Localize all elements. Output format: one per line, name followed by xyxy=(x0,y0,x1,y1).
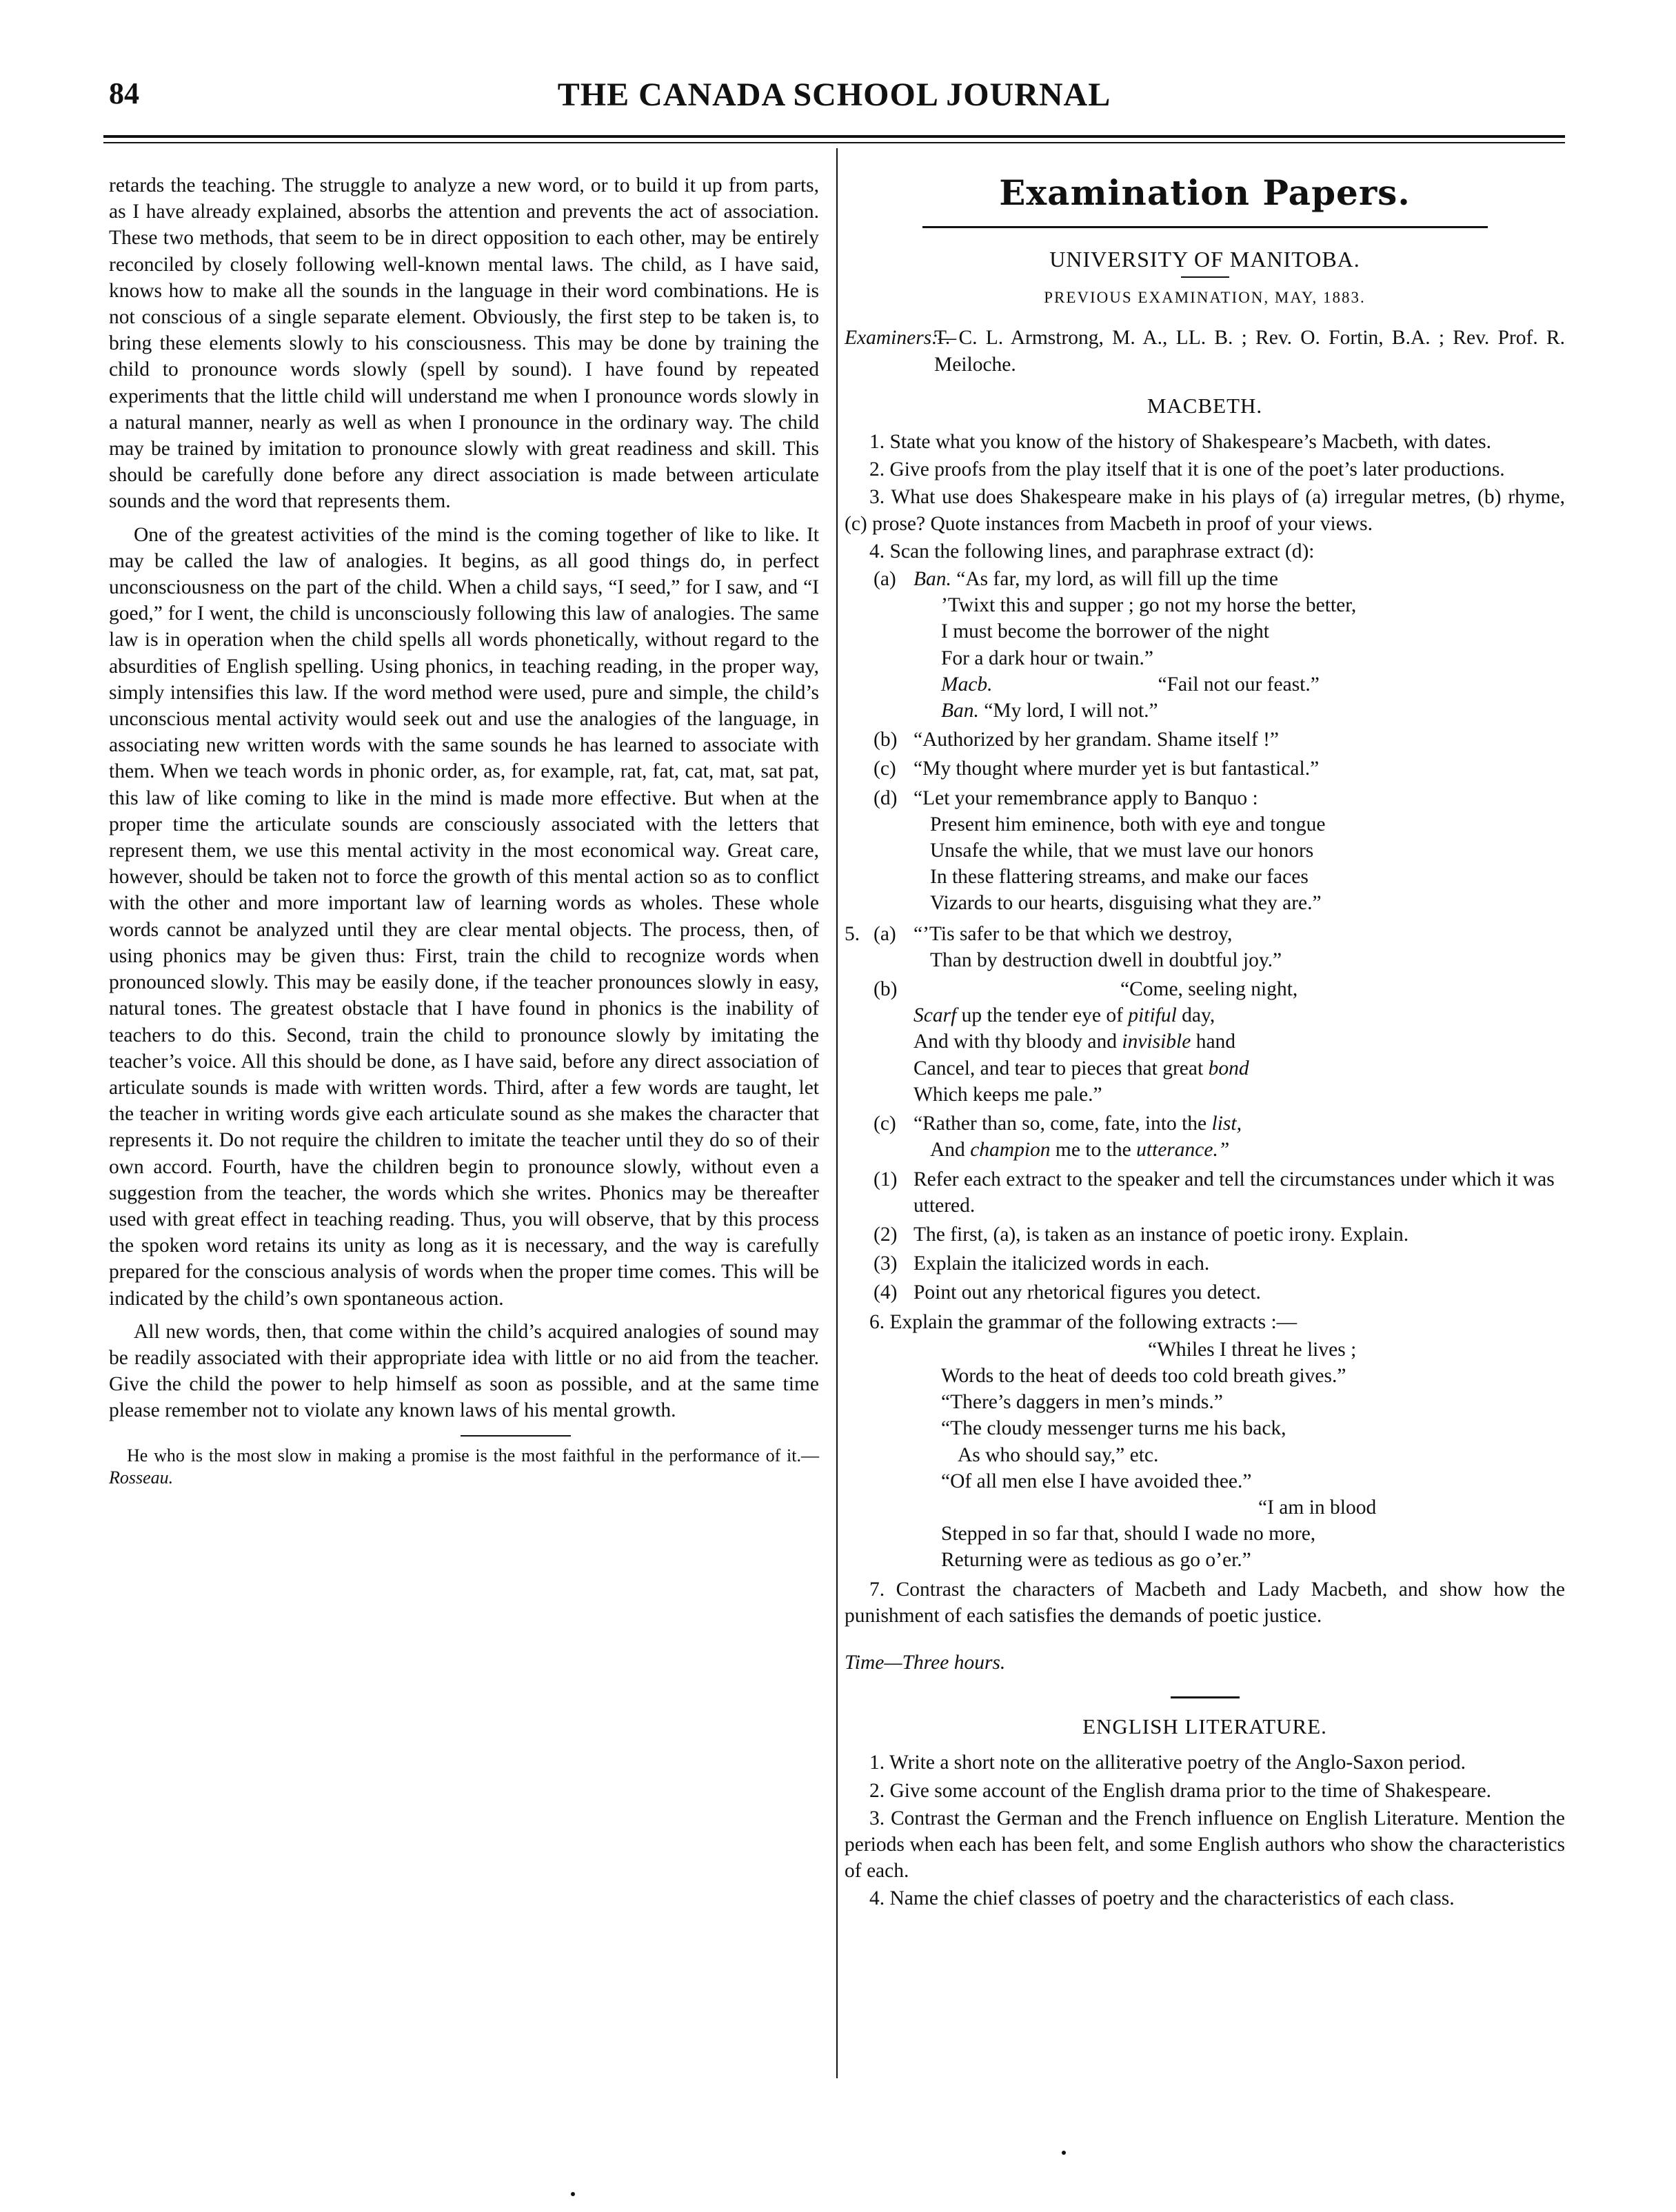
verse-text: And xyxy=(930,1139,971,1161)
verse-line: Than by destruction dwell in doubtful joy.” xyxy=(930,948,1282,971)
verse-text: “My lord, I will not.” xyxy=(984,700,1158,722)
extract-5c xyxy=(845,1110,1565,1163)
journal-title: THE CANADA SCHOOL JOURNAL xyxy=(557,77,1111,113)
extract-marker: (c) xyxy=(874,1113,896,1135)
sub-question xyxy=(845,1279,1565,1306)
verse-line: Returning were as tedious as go o’er.” xyxy=(941,1549,1251,1572)
header-rule xyxy=(103,135,1565,138)
sub-question-text: Refer each extract to the speaker and tell the circumstances under which it was uttered. xyxy=(913,1168,1555,1217)
extract-5b xyxy=(845,976,1565,1108)
verse-line: Present him eminence, both with eye and tongue xyxy=(930,813,1326,835)
italic-word: utterance.” xyxy=(1136,1139,1230,1161)
verse-line xyxy=(913,1028,1565,1055)
header-rule-thin xyxy=(103,142,1565,143)
sub-question-marker: (4) xyxy=(874,1281,898,1304)
verse-text: day, xyxy=(1176,1004,1215,1027)
verse-line: “The cloudy messenger turns me his back, xyxy=(941,1417,1286,1440)
article-paragraph: All new words, then, that come within the child’s acquired analogies of sound may be readily associated with their appropriate idea with little or no aid from the teacher. Give the child the power to help himself as soon as possible, and at the same time please remember not to violate any known laws of his mental growth. xyxy=(109,1320,819,1422)
question: 1. State what you know of the history of Shakespeare’s Macbeth, with dates. xyxy=(869,431,1492,454)
footnote-text: He who is the most slow in making a promise is the most faithful in the performance of it.— xyxy=(127,1445,819,1465)
extract-a xyxy=(845,566,1565,724)
sub-question xyxy=(845,1250,1565,1277)
extract-marker: (c) xyxy=(874,758,896,780)
verse-line: “I am in blood xyxy=(1258,1496,1377,1519)
section-title: Examination Papers. xyxy=(999,172,1411,213)
question: 2. Give proofs from the play itself that it is one of the poet’s later productions. xyxy=(869,458,1505,481)
verse-line: “Whiles I threat he lives ; xyxy=(1148,1338,1357,1361)
verse-line: “Of all men else I have avoided thee.” xyxy=(941,1470,1252,1492)
speaker: Macb. xyxy=(941,673,993,696)
sub-question-marker: (3) xyxy=(874,1252,898,1275)
sub-question-text: Point out any rhetorical figures you detect. xyxy=(913,1281,1261,1304)
italic-word: bond xyxy=(1208,1057,1249,1079)
examiners-label: Examiners:— xyxy=(845,327,957,349)
verse-line: Which keeps me pale.” xyxy=(913,1083,1102,1106)
question: 7. Contrast the characters of Macbeth and Lady Macbeth, and show how the punishment of each satisfies the demands of poetic justice. xyxy=(845,1578,1565,1627)
university-heading: UNIVERSITY OF MANITOBA. xyxy=(1049,247,1360,272)
extract-5a xyxy=(845,921,1565,973)
left-column xyxy=(109,172,819,1489)
extract-marker: (b) xyxy=(874,729,898,751)
verse-line: Stepped in so far that, should I wade no more, xyxy=(941,1523,1316,1545)
question: 6. Explain the grammar of the following extracts :— xyxy=(869,1310,1298,1333)
question: 4. Name the chief classes of poetry and the characteristics of each class. xyxy=(869,1887,1455,1910)
verse-text: up the tender eye of xyxy=(956,1004,1129,1027)
verse-line: Vizards to our hearts, disguising what they are.” xyxy=(930,892,1322,915)
sub-question xyxy=(845,1221,1565,1248)
article-paragraph: One of the greatest activities of the mind is the coming together of like to like. It may be called the law of analogies. It begins, as all good things do, in perfect unconsciousness on the part of the child. When a child says, “I seed,” for I saw, and “I goed,” for I went, the child is unconsciously following this law of analogies. The same law is in operation when the child spells all words phonetically, without regard to the absurdities of English spelling. Using phonics, in teaching reading, in the proper way, simply intensifies this law. If the word method were used, pure and simple, the child’s unconscious mental activity would seek out and use the analogies of the language, in associating new written words with the same sounds he has learned to associate with them. When we teach words in phonic order, as, for example, rat, fat, cat, mat, sat pat, this law of like coming to like in the mind is made more effective. But when at the proper time the articulate sounds are consciously associated with the letters that represent them, we use this mental activity in the most economical way. Great care, however, should be taken not to force the growth of this mental action so as to conflict with the other and more important law of learning words as wholes. These whole words cannot be analyzed until they are clear mental objects. The process, then, of using phonics may be given thus: First, train the child to recognize words when pronounced slowly. This may be easily done, if the teacher pronounces slowly in easy, natural tones. The greatest obstacle that I have found in phonics is the inability of teachers to do this. Second, train the child to pronounce slowly by imitating the teacher’s voice. All this should be done, as I have said, before any direct association of articulate sounds is made with written words. Third, after a few words are taught, let the teacher in writing words give each articulate sound as she makes the character that represents it. Do not require the children to imitate the teacher until they do so of their own accord. Fourth, have the children begin to pronounce slowly, without even a suggestion from the teacher, the words which she writes. Phonics may be thereafter used with great effect in teaching reading. Thus, you will observe, that by this process the spoken word retains its unity as long as it is necessary, and the way is carefully prepared for the conscious analysis of words when the proper time comes. This will be indicated by the child’s own spontaneous action. xyxy=(109,523,819,1310)
verse-line xyxy=(913,1110,1565,1137)
footnote-quote xyxy=(109,1445,819,1489)
speaker: Ban. xyxy=(913,568,951,591)
question: 3. What use does Shakespeare make in his plays of (a) irregular metres, (b) rhyme, (c) prose? Quote instances from Macbeth in proof of your views. xyxy=(845,486,1565,535)
extract-marker: (a) xyxy=(874,922,896,945)
verse-text: “Authorized by her grandam. Shame itself !” xyxy=(913,729,1279,751)
verse-line: “There’s daggers in men’s minds.” xyxy=(941,1391,1223,1414)
right-column xyxy=(845,172,1565,1914)
examiners-names: T. C. L. Armstrong, M. A., LL. B. ; Rev. O. Fortin, B.A. ; Rev. Prof. R. Meiloche. xyxy=(934,327,1565,376)
italic-word: pitiful xyxy=(1128,1004,1177,1027)
verse-line xyxy=(913,1137,1565,1163)
verse-line: As who should say,” etc. xyxy=(958,1443,1159,1466)
short-rule xyxy=(1181,276,1229,278)
verse-line: For a dark hour or twain.” xyxy=(941,647,1154,669)
verse-line xyxy=(913,568,1278,590)
verse-line: In these flattering streams, and make our faces xyxy=(930,866,1309,889)
footnote-attribution: Rosseau. xyxy=(109,1467,174,1488)
question-number: 5. xyxy=(845,922,860,945)
question: 1. Write a short note on the alliterative poetry of the Anglo-Saxon period. xyxy=(869,1752,1466,1774)
grammar-extracts xyxy=(845,1337,1565,1574)
verse-block xyxy=(913,592,1565,724)
page-number: 84 xyxy=(109,77,139,110)
verse-line: Words to the heat of deeds too cold breath gives.” xyxy=(941,1364,1346,1387)
question: 2. Give some account of the English drama prior to the time of Shakespeare. xyxy=(869,1779,1491,1802)
sub-question-marker: (2) xyxy=(874,1223,898,1246)
italic-word: Scarf xyxy=(913,1004,957,1027)
verse-text: Cancel, and tear to pieces that great xyxy=(913,1057,1209,1079)
sub-question-marker: (1) xyxy=(874,1168,898,1190)
verse-text: hand xyxy=(1191,1031,1236,1053)
verse-line xyxy=(941,671,1565,698)
verse-line xyxy=(913,1002,1565,1028)
print-speck xyxy=(571,2192,575,2196)
extract-marker: (a) xyxy=(874,568,896,591)
sub-question-text: The first, (a), is taken as an instance of poetic irony. Explain. xyxy=(913,1223,1409,1246)
extract-c xyxy=(845,755,1565,782)
examiners xyxy=(845,325,1565,377)
section-rule xyxy=(922,226,1488,228)
footnote-rule xyxy=(461,1435,571,1437)
exam-date-heading: PREVIOUS EXAMINATION, MAY, 1883. xyxy=(1044,289,1366,307)
italic-word: champion xyxy=(970,1139,1051,1161)
speaker: Ban. xyxy=(941,700,979,722)
sub-question xyxy=(845,1166,1565,1219)
verse-line: “’Tis safer to be that which we destroy, xyxy=(913,922,1233,945)
verse-text: And with thy bloody and xyxy=(913,1031,1122,1053)
verse-line: I must become the borrower of the night xyxy=(941,620,1269,643)
question: 4. Scan the following lines, and paraphrase extract (d): xyxy=(869,540,1315,562)
italic-word: invisible xyxy=(1122,1031,1191,1053)
time-allowed: Time—Three hours. xyxy=(845,1651,1006,1674)
page-header xyxy=(103,76,1565,117)
verse-line: “Let your remembrance apply to Banquo : xyxy=(913,787,1258,809)
extract-d xyxy=(845,785,1565,917)
article-paragraph: retards the teaching. The struggle to analyze a new word, or to build it up from parts, as I have already explained, absorbs the attention and prevents the act of association. These two methods, that seem to be in direct opposition to each other, may be entirely reconciled by closely following well-known mental laws. The child, as I have said, knows how to make all the sounds in the language in their word combinations. He is not conscious of a single separate element. Obviously, the first step to be taken is, to bring these elements slowly to his consciousness. This may be done by training the child to pronounce words slowly (spell by sound). I have found by repeated experiments that the little child will understand me when I pronounce words slowly in a natural manner, nearly as well as when I pronounce in the ordinary way. The child may be trained by imitation to pronounce slowly with great readiness and skill. This should be carefully done before any direct association is made between articulate sounds and the word that represents them. xyxy=(109,174,819,513)
extract-b xyxy=(845,727,1565,753)
column-divider xyxy=(836,148,838,2078)
section-divider xyxy=(1171,1696,1240,1698)
verse-text: “Fail not our feast.” xyxy=(1158,673,1320,696)
verse-block xyxy=(913,811,1565,917)
italic-word: list, xyxy=(1211,1113,1242,1135)
extract-marker: (d) xyxy=(874,787,898,809)
print-speck xyxy=(1062,2151,1066,2155)
sub-question-text: Explain the italicized words in each. xyxy=(913,1252,1210,1275)
verse-line: Unsafe the while, that we must lave our honors xyxy=(930,840,1314,862)
subject-heading-english-literature: ENGLISH LITERATURE. xyxy=(1082,1714,1327,1739)
verse-text: me to the xyxy=(1050,1139,1137,1161)
verse-text: “My thought where murder yet is but fantastical.” xyxy=(913,758,1320,780)
subject-heading-macbeth: MACBETH. xyxy=(1147,393,1263,418)
verse-line xyxy=(913,1055,1565,1082)
verse-line: “Come, seeling night, xyxy=(1120,978,1298,1001)
verse-text: “As far, my lord, as will fill up the time xyxy=(956,568,1278,591)
extract-marker: (b) xyxy=(874,978,898,1001)
question: 3. Contrast the German and the French influence on English Literature. Mention the periods when each has been felt, and some English authors who show the characteristics of each. xyxy=(845,1807,1565,1883)
verse-line xyxy=(941,698,1565,724)
verse-text: “Rather than so, come, fate, into the xyxy=(913,1113,1212,1135)
verse-line: ’Twixt this and supper ; go not my horse the better, xyxy=(941,594,1357,617)
